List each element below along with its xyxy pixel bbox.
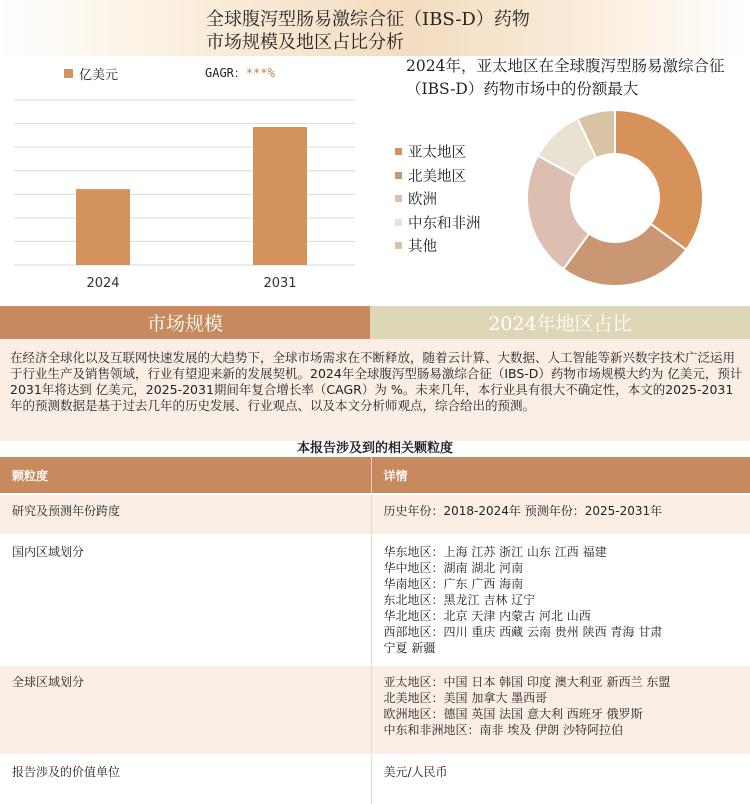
row-details [371, 755, 750, 804]
detail-line: 华东地区：上海 江苏 浙江 山东 江西 福建 [383, 545, 607, 559]
detail-line: 中东和非洲地区：南非 埃及 伊朗 沙特阿拉伯 [383, 723, 623, 737]
row-label: 报告涉及的价值单位 [0, 755, 371, 804]
table-row [0, 755, 750, 804]
detail-line: 东北地区：黑龙江 吉林 辽宁 [383, 593, 536, 607]
summary-text: 在经济全球化以及互联网快速发展的大趋势下，全球市场需求在不断释放，随着云计算、大数据、人工智能等新兴数字技术广泛运用于行业生产及销售领域，行业有望迎来新的发展契机。2024年全球腹泻型肠易激综合征（IBS-D）药物市场规模大约为 亿美元，预计2031年将达到 亿美元，2025-2031期间年复合增长率（CAGR）为 %。未来几年，本行业具有很大不确定性，本文的2025-2031年的预测数据是基于过去几年的历史发展、行业观点、以及本文分析师观点，综合给出的预测。 [10, 350, 743, 413]
page-title [206, 8, 606, 54]
title-line-1: 全球腹泻型肠易激综合征（IBS-D）药物 [206, 9, 530, 30]
row-details [371, 535, 750, 665]
summary-box [0, 339, 750, 441]
legend-swatch [395, 242, 402, 249]
detail-line: 北美地区：美国 加拿大 墨西哥 [383, 691, 548, 705]
row-details [371, 494, 750, 535]
legend-swatch [395, 195, 402, 202]
region-legend [395, 140, 481, 258]
region-legend-item [395, 234, 481, 258]
bar-legend-label: 亿美元 [79, 68, 119, 83]
legend-swatch [395, 172, 402, 179]
bar-2031 [253, 127, 307, 265]
legend-label: 欧洲 [408, 192, 437, 209]
legend-label: 其他 [408, 239, 437, 256]
table-row [0, 535, 750, 665]
region-legend-item [395, 140, 481, 164]
detail-line: 华北地区：北京 天津 内蒙古 河北 山西 [383, 609, 591, 623]
title-line-2: 市场规模及地区占比分析 [206, 32, 404, 53]
cagr-value: ***% [245, 66, 275, 80]
legend-label: 中东和非洲 [408, 215, 481, 232]
detail-line: 亚太地区：中国 日本 韩国 印度 澳大利亚 新西兰 东盟 [383, 675, 671, 689]
row-label: 全球区域划分 [0, 665, 371, 755]
detail-line: 宁夏 新疆 [383, 641, 436, 655]
legend-swatch [395, 148, 402, 155]
region-legend-item [395, 164, 481, 188]
detail-line: 欧洲地区：德国 英国 法国 意大利 西班牙 俄罗斯 [383, 707, 643, 721]
cagr-label [205, 64, 275, 81]
cagr-prefix: GAGR： [205, 66, 246, 80]
row-details [371, 665, 750, 755]
x-tick-label: 2024 [86, 276, 120, 291]
legend-label: 亚太地区 [408, 145, 466, 162]
granularity-table [0, 457, 750, 804]
section-market-size: 市场规模 [0, 306, 370, 339]
header-details: 详情 [371, 457, 750, 494]
row-label: 国内区域划分 [0, 535, 371, 665]
region-legend-item [395, 211, 481, 235]
table-header-row [0, 457, 750, 494]
legend-swatch [395, 219, 402, 226]
detail-line: 华中地区：湖南 湖北 河南 [383, 561, 524, 575]
detail-line: 西部地区：四川 重庆 西藏 云南 贵州 陕西 青海 甘肃 [383, 625, 663, 639]
detail-line: 华南地区：广东 广西 海南 [383, 577, 524, 591]
region-chart-title: 2024年，亚太地区在全球腹泻型肠易激综合征（IBS-D）药物市场中的份额最大 [406, 57, 725, 98]
section-region-share: 2024年地区占比 [370, 306, 750, 339]
market-size-bar-chart [0, 80, 370, 300]
table-row [0, 494, 750, 535]
table-title: 本报告涉及到的相关颗粒度 [296, 441, 453, 456]
row-label: 研究及预测年份跨度 [0, 494, 371, 535]
legend-label: 北美地区 [408, 168, 466, 185]
region-donut-chart [520, 103, 710, 293]
detail-line: 历史年份：2018-2024年 预测年份：2025-2031年 [383, 504, 663, 518]
region-legend-item [395, 187, 481, 211]
table-row [0, 665, 750, 755]
bar-2024 [76, 189, 130, 265]
x-tick-label: 2031 [263, 276, 297, 291]
detail-line: 美元/人民币 [383, 765, 448, 779]
header-granularity: 颗粒度 [0, 457, 371, 494]
bar-legend-swatch [64, 69, 73, 78]
